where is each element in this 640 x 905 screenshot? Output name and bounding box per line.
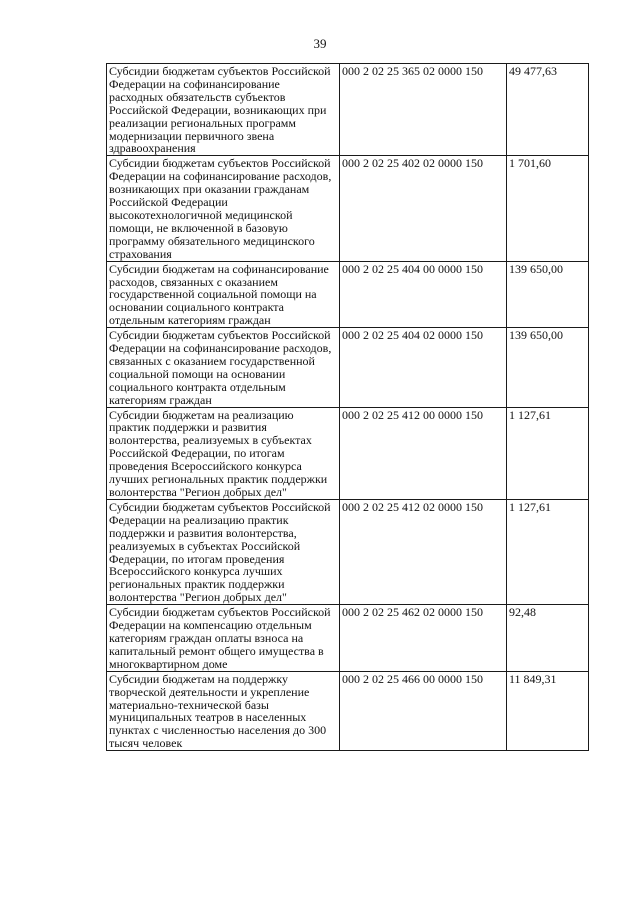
amount-cell: 1 701,60 [507,156,589,261]
budget-code-cell: 000 2 02 25 412 02 0000 150 [340,499,507,604]
revenue-name-cell: Субсидии бюджетам субъектов Российской Федерации на софинансирование расходов, возникающих при оказании гражданам Российской Федерации высокотехнологичной медицинской помощи, не включенной в базовую программу обязательного медицинского страхования [107,156,340,261]
budget-code-cell: 000 2 02 25 404 02 0000 150 [340,328,507,407]
revenue-name-cell: Субсидии бюджетам на поддержку творческой деятельности и укрепление материально-технической базы муниципальных театров в населенных пунктах с численностью населения до 300 тысяч человек [107,671,340,750]
budget-code-cell: 000 2 02 25 402 02 0000 150 [340,156,507,261]
table-row [107,261,589,328]
revenue-name-cell: Субсидии бюджетам субъектов Российской Федерации на софинансирование расходных обязательств субъектов Российской Федерации, возникающих при реализации региональных программ модернизации первичного звена здравоохранения [107,64,340,156]
budget-code-cell: 000 2 02 25 365 02 0000 150 [340,64,507,156]
table-row [107,499,589,604]
amount-cell: 11 849,31 [507,671,589,750]
budget-code-cell: 000 2 02 25 404 00 0000 150 [340,261,507,328]
amount-cell: 49 477,63 [507,64,589,156]
page-number: 39 [313,36,327,51]
amount-cell: 1 127,61 [507,499,589,604]
table-row [107,156,589,261]
budget-code-cell: 000 2 02 25 466 00 0000 150 [340,671,507,750]
table-row [107,328,589,407]
budget-revenue-table [106,63,589,751]
table-row [107,64,589,156]
revenue-name-cell: Субсидии бюджетам субъектов Российской Федерации на софинансирование расходов, связанных с оказанием государственной социальной помощи на основании социального контракта отдельным категориям граждан [107,328,340,407]
budget-code-cell: 000 2 02 25 412 00 0000 150 [340,407,507,499]
table-row [107,407,589,499]
budget-code-cell: 000 2 02 25 462 02 0000 150 [340,605,507,672]
revenue-name-cell: Субсидии бюджетам на софинансирование расходов, связанных с оказанием государственной социальной помощи на основании социального контракта отдельным категориям граждан [107,261,340,328]
amount-cell: 1 127,61 [507,407,589,499]
table-row [107,605,589,672]
table-row [107,671,589,750]
amount-cell: 139 650,00 [507,261,589,328]
amount-cell: 139 650,00 [507,328,589,407]
revenue-name-cell: Субсидии бюджетам субъектов Российской Федерации на реализацию практик поддержки и развития волонтерства, реализуемых в субъектах Российской Федерации, по итогам проведения Всероссийского конкурса лучших региональных практик поддержки волонтерства "Регион добрых дел" [107,499,340,604]
revenue-name-cell: Субсидии бюджетам субъектов Российской Федерации на компенсацию отдельным категориям граждан оплаты взноса на капитальный ремонт общего имущества в многоквартирном доме [107,605,340,672]
amount-cell: 92,48 [507,605,589,672]
revenue-name-cell: Субсидии бюджетам на реализацию практик поддержки и развития волонтерства, реализуемых в субъектах Российской Федерации, по итогам проведения Всероссийского конкурса лучших региональных практик поддержки волонтерства "Регион добрых дел" [107,407,340,499]
